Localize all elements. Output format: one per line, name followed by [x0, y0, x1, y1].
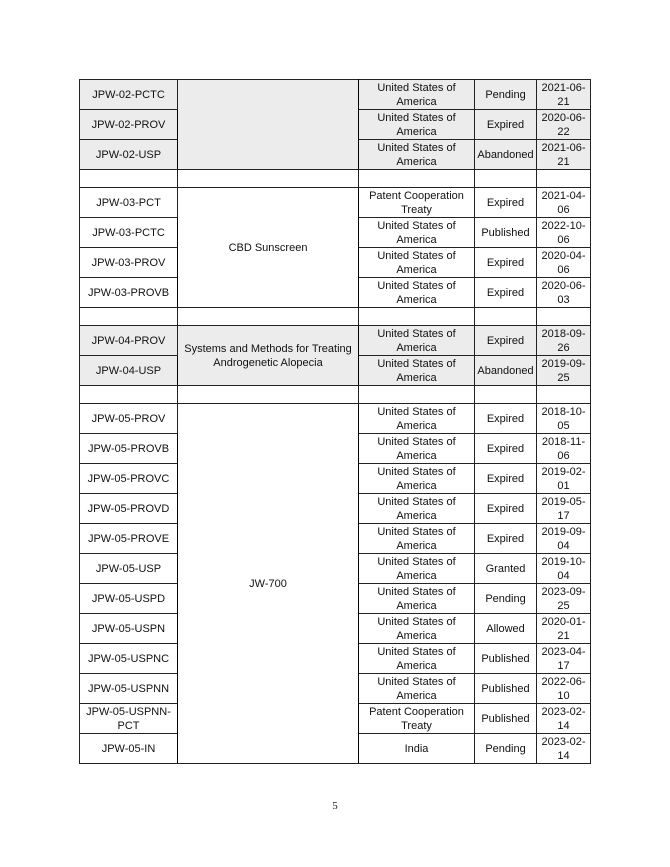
docket-cell: JPW-05-PROV	[80, 404, 178, 434]
docket-cell: JPW-05-PROVD	[80, 494, 178, 524]
country-cell: United States of America	[359, 404, 475, 434]
spacer-row	[80, 170, 591, 188]
date-cell: 2023-02-14	[537, 734, 591, 764]
docket-cell: JPW-03-PROV	[80, 248, 178, 278]
status-cell: Abandoned	[475, 140, 537, 170]
page-number: 5	[332, 800, 338, 812]
empty-cell	[537, 386, 591, 404]
status-cell: Pending	[475, 734, 537, 764]
status-cell: Pending	[475, 80, 537, 110]
date-cell: 2023-04-17	[537, 644, 591, 674]
date-cell: 2019-09-25	[537, 356, 591, 386]
date-cell: 2020-06-03	[537, 278, 591, 308]
country-cell: United States of America	[359, 80, 475, 110]
country-cell: United States of America	[359, 248, 475, 278]
status-cell: Expired	[475, 326, 537, 356]
status-cell: Expired	[475, 110, 537, 140]
date-cell: 2018-09-26	[537, 326, 591, 356]
status-cell: Expired	[475, 524, 537, 554]
docket-cell: JPW-04-PROV	[80, 326, 178, 356]
spacer-row	[80, 308, 591, 326]
date-cell: 2019-09-04	[537, 524, 591, 554]
table-row	[80, 188, 591, 218]
docket-cell: JPW-05-USPNC	[80, 644, 178, 674]
docket-cell: JPW-02-PROV	[80, 110, 178, 140]
empty-cell	[359, 170, 475, 188]
date-cell: 2020-06-22	[537, 110, 591, 140]
empty-cell	[178, 170, 359, 188]
docket-cell: JPW-02-USP	[80, 140, 178, 170]
date-cell: 2020-01-21	[537, 614, 591, 644]
country-cell: United States of America	[359, 110, 475, 140]
status-cell: Expired	[475, 248, 537, 278]
status-cell: Expired	[475, 188, 537, 218]
status-cell: Published	[475, 644, 537, 674]
country-cell: United States of America	[359, 644, 475, 674]
date-cell: 2018-11-06	[537, 434, 591, 464]
project-title-cell: JW-700	[178, 404, 359, 764]
empty-cell	[80, 170, 178, 188]
status-cell: Expired	[475, 464, 537, 494]
date-cell: 2019-02-01	[537, 464, 591, 494]
project-title-cell	[178, 80, 359, 170]
country-cell: United States of America	[359, 584, 475, 614]
status-cell: Granted	[475, 554, 537, 584]
project-title-cell: CBD Sunscreen	[178, 188, 359, 308]
status-cell: Published	[475, 674, 537, 704]
empty-cell	[80, 308, 178, 326]
date-cell: 2019-10-04	[537, 554, 591, 584]
country-cell: United States of America	[359, 614, 475, 644]
country-cell: United States of America	[359, 140, 475, 170]
empty-cell	[537, 170, 591, 188]
empty-cell	[178, 386, 359, 404]
empty-cell	[178, 308, 359, 326]
status-cell: Allowed	[475, 614, 537, 644]
table-row	[80, 404, 591, 434]
date-cell: 2020-04-06	[537, 248, 591, 278]
docket-cell: JPW-03-PCT	[80, 188, 178, 218]
status-cell: Expired	[475, 404, 537, 434]
empty-cell	[537, 308, 591, 326]
docket-cell: JPW-02-PCTC	[80, 80, 178, 110]
docket-cell: JPW-05-USPN	[80, 614, 178, 644]
country-cell: United States of America	[359, 356, 475, 386]
status-cell: Expired	[475, 494, 537, 524]
country-cell: India	[359, 734, 475, 764]
country-cell: United States of America	[359, 674, 475, 704]
docket-cell: JPW-05-PROVB	[80, 434, 178, 464]
country-cell: United States of America	[359, 278, 475, 308]
date-cell: 2018-10-05	[537, 404, 591, 434]
docket-cell: JPW-03-PCTC	[80, 218, 178, 248]
status-cell: Expired	[475, 434, 537, 464]
status-cell: Abandoned	[475, 356, 537, 386]
date-cell: 2021-04-06	[537, 188, 591, 218]
spacer-row	[80, 386, 591, 404]
status-cell: Pending	[475, 584, 537, 614]
docket-cell: JPW-05-IN	[80, 734, 178, 764]
empty-cell	[359, 308, 475, 326]
table-row	[80, 80, 591, 110]
docket-cell: JPW-05-USP	[80, 554, 178, 584]
docket-cell: JPW-05-USPNN	[80, 674, 178, 704]
docket-cell: JPW-05-PROVE	[80, 524, 178, 554]
country-cell: United States of America	[359, 464, 475, 494]
date-cell: 2023-09-25	[537, 584, 591, 614]
docket-cell: JPW-04-USP	[80, 356, 178, 386]
empty-cell	[475, 308, 537, 326]
empty-cell	[475, 386, 537, 404]
country-cell: United States of America	[359, 554, 475, 584]
docket-cell: JPW-05-USPNN-PCT	[80, 704, 178, 734]
docket-cell: JPW-05-USPD	[80, 584, 178, 614]
country-cell: Patent Cooperation Treaty	[359, 704, 475, 734]
date-cell: 2023-02-14	[537, 704, 591, 734]
date-cell: 2021-06-21	[537, 140, 591, 170]
table-row	[80, 326, 591, 356]
country-cell: United States of America	[359, 494, 475, 524]
status-cell: Published	[475, 218, 537, 248]
project-title-cell: Systems and Methods for Treating Androgenetic Alopecia	[178, 326, 359, 386]
docket-cell: JPW-03-PROVB	[80, 278, 178, 308]
empty-cell	[475, 170, 537, 188]
status-cell: Expired	[475, 278, 537, 308]
patent-table	[79, 79, 591, 764]
country-cell: United States of America	[359, 326, 475, 356]
country-cell: United States of America	[359, 218, 475, 248]
country-cell: United States of America	[359, 434, 475, 464]
country-cell: United States of America	[359, 524, 475, 554]
date-cell: 2022-10-06	[537, 218, 591, 248]
docket-cell: JPW-05-PROVC	[80, 464, 178, 494]
empty-cell	[359, 386, 475, 404]
country-cell: Patent Cooperation Treaty	[359, 188, 475, 218]
status-cell: Published	[475, 704, 537, 734]
empty-cell	[80, 386, 178, 404]
date-cell: 2021-06-21	[537, 80, 591, 110]
date-cell: 2022-06-10	[537, 674, 591, 704]
date-cell: 2019-05-17	[537, 494, 591, 524]
